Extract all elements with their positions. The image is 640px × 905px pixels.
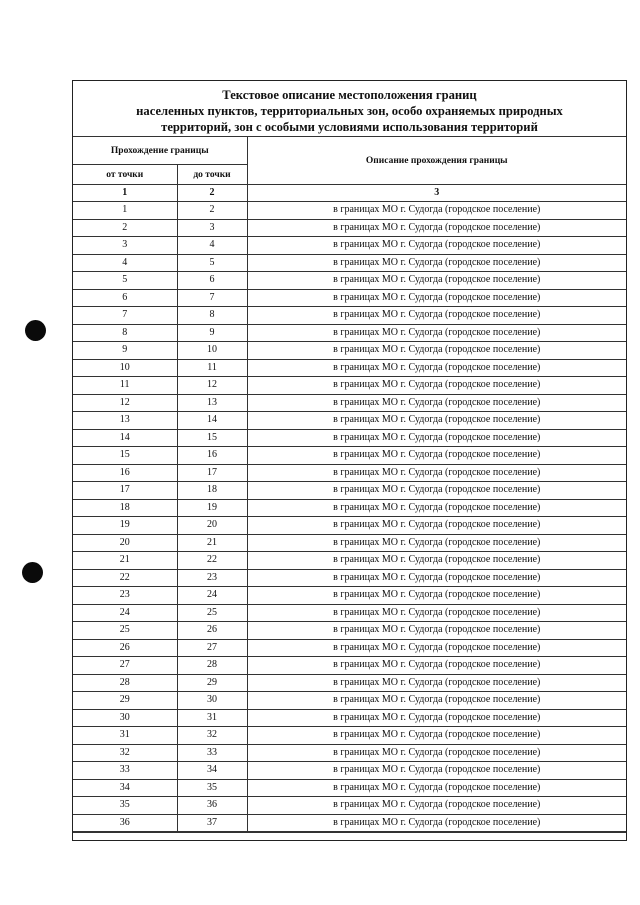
- cell-from-point: 6: [73, 289, 177, 307]
- cell-description: в границах МО г. Судогда (городское поселение): [247, 569, 626, 587]
- cell-to-point: 26: [177, 622, 247, 640]
- cell-to-point: 15: [177, 429, 247, 447]
- cell-to-point: 20: [177, 517, 247, 535]
- cell-to-point: 13: [177, 394, 247, 412]
- cell-to-point: 18: [177, 482, 247, 500]
- table-row: [73, 814, 626, 832]
- cell-description: в границах МО г. Судогда (городское поселение): [247, 324, 626, 342]
- cell-from-point: 1: [73, 202, 177, 220]
- cell-from-point: 12: [73, 394, 177, 412]
- cell-description: в границах МО г. Судогда (городское поселение): [247, 587, 626, 605]
- header-from-point: от точки: [73, 165, 177, 185]
- cell-description: в границах МО г. Судогда (городское поселение): [247, 604, 626, 622]
- punch-hole: [25, 320, 46, 341]
- cell-from-point: 16: [73, 464, 177, 482]
- cell-to-point: 33: [177, 744, 247, 762]
- table-row: [73, 254, 626, 272]
- header-description: Описание прохождения границы: [247, 137, 626, 185]
- cell-from-point: 21: [73, 552, 177, 570]
- cell-description: в границах МО г. Судогда (городское поселение): [247, 779, 626, 797]
- table-row: [73, 517, 626, 535]
- table-row: [73, 534, 626, 552]
- cell-to-point: 25: [177, 604, 247, 622]
- table-row: [73, 377, 626, 395]
- cell-from-point: 27: [73, 657, 177, 675]
- cell-description: в границах МО г. Судогда (городское поселение): [247, 307, 626, 325]
- cell-description: в границах МО г. Судогда (городское поселение): [247, 744, 626, 762]
- cell-from-point: 31: [73, 727, 177, 745]
- cell-to-point: 23: [177, 569, 247, 587]
- cell-description: в границах МО г. Судогда (городское поселение): [247, 447, 626, 465]
- cell-description: в границах МО г. Судогда (городское поселение): [247, 429, 626, 447]
- cell-to-point: 9: [177, 324, 247, 342]
- cell-to-point: 10: [177, 342, 247, 360]
- cell-from-point: 30: [73, 709, 177, 727]
- cell-to-point: 5: [177, 254, 247, 272]
- table-row: [73, 779, 626, 797]
- cell-from-point: 29: [73, 692, 177, 710]
- cell-to-point: 32: [177, 727, 247, 745]
- table-row: [73, 482, 626, 500]
- cell-from-point: 34: [73, 779, 177, 797]
- cell-from-point: 4: [73, 254, 177, 272]
- cell-from-point: 19: [73, 517, 177, 535]
- table-bottom-margin: [73, 832, 626, 843]
- cell-from-point: 7: [73, 307, 177, 325]
- cell-from-point: 15: [73, 447, 177, 465]
- table-body: [73, 202, 626, 832]
- cell-from-point: 2: [73, 219, 177, 237]
- cell-description: в границах МО г. Судогда (городское поселение): [247, 412, 626, 430]
- cell-description: в границах МО г. Судогда (городское поселение): [247, 237, 626, 255]
- cell-to-point: 27: [177, 639, 247, 657]
- cell-description: в границах МО г. Судогда (городское поселение): [247, 534, 626, 552]
- table-row: [73, 394, 626, 412]
- title-line-1: Текстовое описание местоположения границ: [222, 88, 477, 102]
- cell-from-point: 18: [73, 499, 177, 517]
- cell-to-point: 24: [177, 587, 247, 605]
- table-row: [73, 639, 626, 657]
- cell-description: в границах МО г. Судогда (городское поселение): [247, 674, 626, 692]
- table-row: [73, 674, 626, 692]
- cell-description: в границах МО г. Судогда (городское поселение): [247, 289, 626, 307]
- table-row: [73, 219, 626, 237]
- cell-from-point: 24: [73, 604, 177, 622]
- cell-description: в границах МО г. Судогда (городское поселение): [247, 622, 626, 640]
- cell-description: в границах МО г. Судогда (городское поселение): [247, 377, 626, 395]
- table-row: [73, 324, 626, 342]
- table-row: [73, 587, 626, 605]
- cell-to-point: 36: [177, 797, 247, 815]
- table-row: [73, 289, 626, 307]
- title-line-2: населенных пунктов, территориальных зон, особо охраняемых природных: [136, 104, 563, 118]
- column-number-3: 3: [247, 185, 626, 202]
- cell-description: в границах МО г. Судогда (городское поселение): [247, 219, 626, 237]
- cell-from-point: 3: [73, 237, 177, 255]
- cell-to-point: 30: [177, 692, 247, 710]
- cell-to-point: 6: [177, 272, 247, 290]
- table-row: [73, 709, 626, 727]
- title-line-3: территорий, зон с особыми условиями использования территорий: [161, 120, 538, 134]
- cell-from-point: 35: [73, 797, 177, 815]
- cell-from-point: 22: [73, 569, 177, 587]
- cell-from-point: 33: [73, 762, 177, 780]
- table-row: [73, 429, 626, 447]
- table-row: [73, 797, 626, 815]
- cell-to-point: 14: [177, 412, 247, 430]
- cell-from-point: 36: [73, 814, 177, 832]
- cell-to-point: 7: [177, 289, 247, 307]
- cell-description: в границах МО г. Судогда (городское поселение): [247, 342, 626, 360]
- table-row: [73, 622, 626, 640]
- cell-to-point: 16: [177, 447, 247, 465]
- cell-description: в границах МО г. Судогда (городское поселение): [247, 692, 626, 710]
- cell-from-point: 5: [73, 272, 177, 290]
- cell-description: в границах МО г. Судогда (городское поселение): [247, 254, 626, 272]
- cell-to-point: 17: [177, 464, 247, 482]
- boundary-table: [73, 136, 626, 832]
- table-row: [73, 727, 626, 745]
- table-row: [73, 464, 626, 482]
- cell-from-point: 23: [73, 587, 177, 605]
- cell-from-point: 17: [73, 482, 177, 500]
- table-row: [73, 359, 626, 377]
- cell-description: в границах МО г. Судогда (городское поселение): [247, 709, 626, 727]
- cell-to-point: 37: [177, 814, 247, 832]
- table-row: [73, 499, 626, 517]
- table-row: [73, 552, 626, 570]
- cell-to-point: 34: [177, 762, 247, 780]
- table-row: [73, 307, 626, 325]
- cell-to-point: 31: [177, 709, 247, 727]
- cell-description: в границах МО г. Судогда (городское поселение): [247, 482, 626, 500]
- table-row: [73, 342, 626, 360]
- cell-from-point: 11: [73, 377, 177, 395]
- cell-description: в границах МО г. Судогда (городское поселение): [247, 499, 626, 517]
- cell-to-point: 21: [177, 534, 247, 552]
- table-row: [73, 202, 626, 220]
- cell-from-point: 32: [73, 744, 177, 762]
- cell-to-point: 19: [177, 499, 247, 517]
- cell-description: в границах МО г. Судогда (городское поселение): [247, 762, 626, 780]
- cell-from-point: 8: [73, 324, 177, 342]
- document-frame: [72, 80, 627, 841]
- cell-to-point: 12: [177, 377, 247, 395]
- cell-description: в границах МО г. Судогда (городское поселение): [247, 727, 626, 745]
- cell-to-point: 29: [177, 674, 247, 692]
- cell-from-point: 26: [73, 639, 177, 657]
- cell-description: в границах МО г. Судогда (городское поселение): [247, 657, 626, 675]
- cell-from-point: 25: [73, 622, 177, 640]
- cell-to-point: 4: [177, 237, 247, 255]
- cell-to-point: 11: [177, 359, 247, 377]
- cell-description: в границах МО г. Судогда (городское поселение): [247, 517, 626, 535]
- cell-description: в границах МО г. Судогда (городское поселение): [247, 272, 626, 290]
- header-to-point: до точки: [177, 165, 247, 185]
- column-number-2: 2: [177, 185, 247, 202]
- cell-description: в границах МО г. Судогда (городское поселение): [247, 359, 626, 377]
- table-row: [73, 604, 626, 622]
- cell-to-point: 2: [177, 202, 247, 220]
- cell-to-point: 35: [177, 779, 247, 797]
- cell-from-point: 10: [73, 359, 177, 377]
- cell-description: в границах МО г. Судогда (городское поселение): [247, 202, 626, 220]
- table-row: [73, 692, 626, 710]
- cell-from-point: 28: [73, 674, 177, 692]
- cell-to-point: 8: [177, 307, 247, 325]
- table-row: [73, 569, 626, 587]
- cell-to-point: 28: [177, 657, 247, 675]
- table-row: [73, 237, 626, 255]
- cell-description: в границах МО г. Судогда (городское поселение): [247, 394, 626, 412]
- table-row: [73, 744, 626, 762]
- cell-from-point: 13: [73, 412, 177, 430]
- header-boundary-passage: Прохождение границы: [73, 137, 247, 165]
- cell-description: в границах МО г. Судогда (городское поселение): [247, 814, 626, 832]
- document-title: [73, 81, 626, 136]
- cell-to-point: 3: [177, 219, 247, 237]
- cell-description: в границах МО г. Судогда (городское поселение): [247, 552, 626, 570]
- cell-from-point: 20: [73, 534, 177, 552]
- table-row: [73, 272, 626, 290]
- cell-from-point: 9: [73, 342, 177, 360]
- cell-from-point: 14: [73, 429, 177, 447]
- punch-hole: [22, 562, 43, 583]
- table-row: [73, 412, 626, 430]
- cell-description: в границах МО г. Судогда (городское поселение): [247, 464, 626, 482]
- table-row: [73, 762, 626, 780]
- table-row: [73, 447, 626, 465]
- cell-to-point: 22: [177, 552, 247, 570]
- cell-description: в границах МО г. Судогда (городское поселение): [247, 639, 626, 657]
- table-row: [73, 657, 626, 675]
- cell-description: в границах МО г. Судогда (городское поселение): [247, 797, 626, 815]
- column-number-1: 1: [73, 185, 177, 202]
